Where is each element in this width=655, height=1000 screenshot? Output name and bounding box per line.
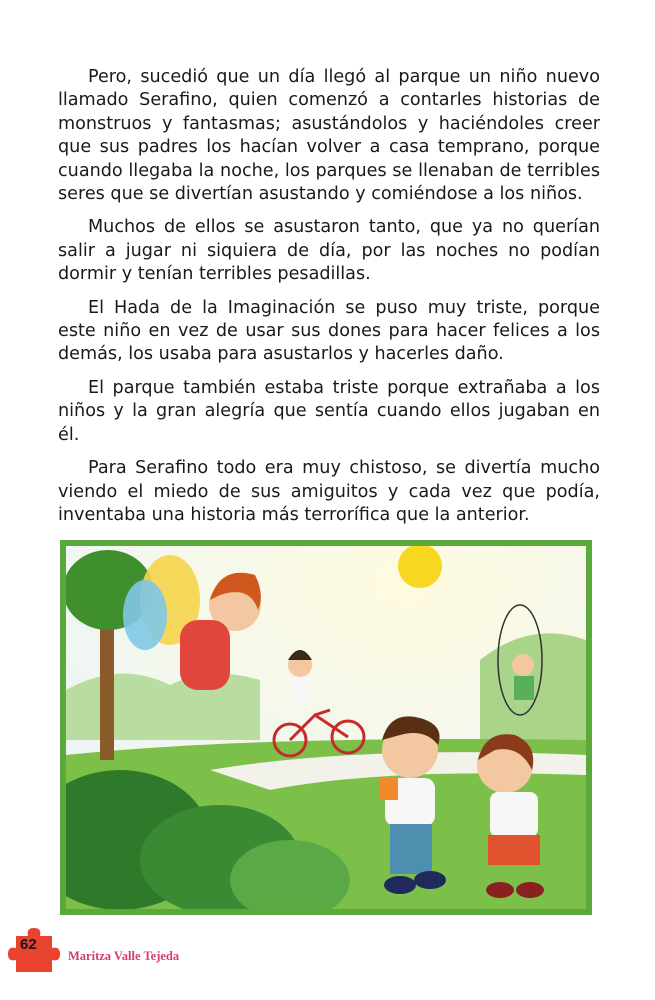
page-number: 62 bbox=[20, 936, 37, 953]
fairy-dress bbox=[180, 620, 230, 690]
author-name: Maritza Valle Tejeda bbox=[68, 949, 180, 963]
park-scene-image bbox=[60, 540, 592, 915]
paragraph-4: El parque también estaba triste porque extrañaba a los niños y la gran alegría que sentía cuando ellos jugaban en él. bbox=[58, 377, 600, 445]
page-footer bbox=[0, 918, 655, 1000]
story-text bbox=[58, 66, 600, 537]
paragraph-1: Pero, sucedió que un día llegó al parque un niño nuevo llamado Serafino, quien comenzó a contarles historias de monstruos y fantasmas; asustándolos y haciéndoles creer que sus padres los hacían volver a casa temprano, porque cuando llegaba la noche, los parques se llenaban de terribles seres que se divertían asustando y comiéndose a los niños. bbox=[58, 67, 600, 205]
sun-icon bbox=[398, 544, 442, 588]
paragraph-2: Muchos de ellos se asustaron tanto, que ya no querían salir a jugar ni siquiera de día, por las noches no podían dormir y tenían terribles pesadillas. bbox=[58, 217, 600, 285]
girl-skirt bbox=[488, 835, 540, 865]
park-illustration bbox=[60, 540, 592, 915]
paragraph-3: El Hada de la Imaginación se puso muy triste, porque este niño en vez de usar sus dones para hacer felices a los demás, los usaba para asustarlos y hacerles daño. bbox=[58, 297, 600, 365]
paragraph-5: Para Serafino todo era muy chistoso, se divertía mucho viendo el miedo de sus amiguitos y cada vez que podía, inventaba una historia más terrorífica que la anterior. bbox=[58, 458, 600, 525]
